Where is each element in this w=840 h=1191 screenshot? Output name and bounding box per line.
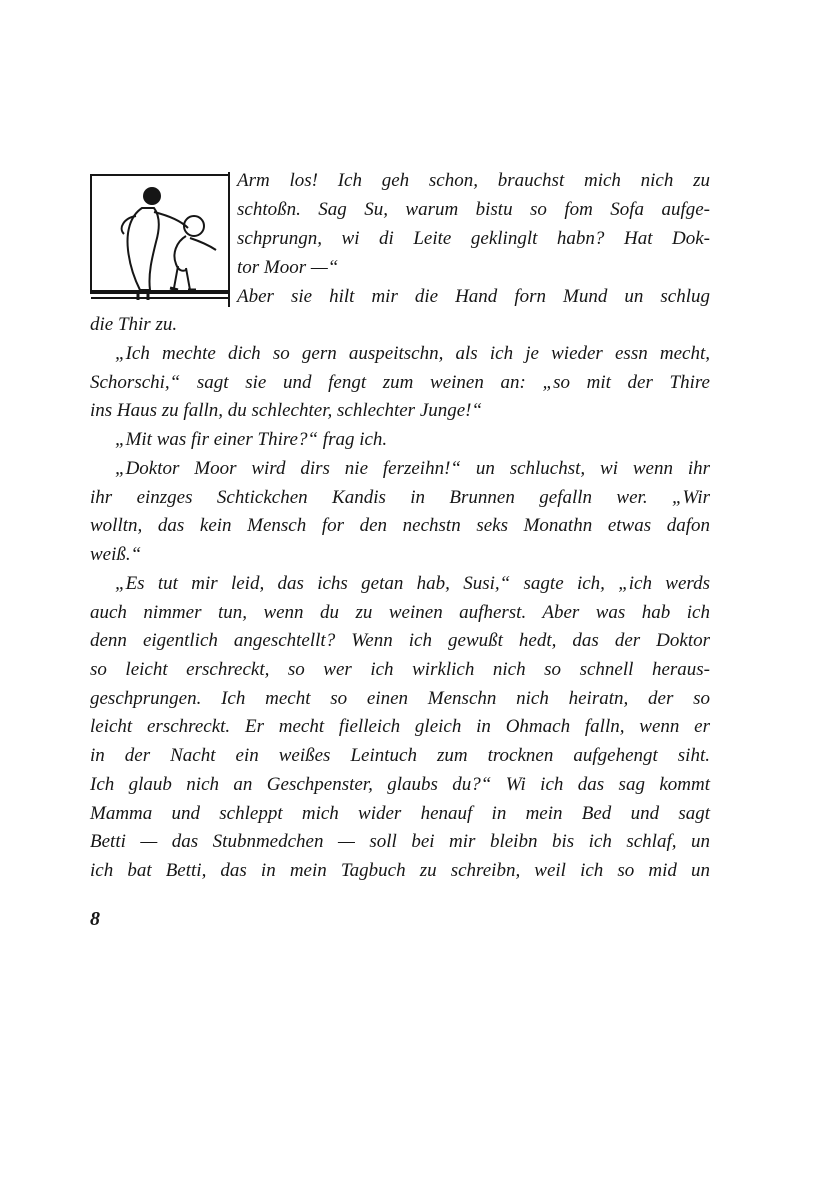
text-line: auch nimmer tun, wenn du zu weinen aufherst. Aber was hab ich [90,602,710,623]
page-number: 8 [90,908,100,930]
text-line: schtoßn. Sag Su, warum bistu so fom Sofa aufge- [237,199,710,220]
text-line: Betti — das Stubnmedchen — soll bei mir bleibn bis ich schlaf, un [90,831,710,852]
text-line: denn eigentlich angeschtellt? Wenn ich gewußt hedt, das der Doktor [90,630,710,651]
text-line: in der Nacht ein weißes Leintuch zum trocknen aufgehengt siht. [90,745,710,766]
text-line: ins Haus zu falln, du schlechter, schlechter Junge!“ [90,400,483,421]
text-line: Mamma und schleppt mich wider henauf in mein Bed und sagt [90,803,710,824]
text-line: Schorschi,“ sagt sie und fengt zum weinen an: „so mit der Thire [90,372,710,393]
text-line: weiß.“ [90,544,142,565]
text-line: die Thir zu. [90,314,178,335]
text-line: geschprungen. Ich mecht so einen Menschn nich heiratn, der so [90,688,710,709]
text-line: Aber sie hilt mir die Hand forn Mund un schlug [237,286,710,307]
text-line: so leicht erschreckt, so wer ich wirklich nich so schnell heraus- [90,659,710,680]
woman-child-dancing-icon [90,172,230,307]
text-line: ihr einzges Schtickchen Kandis in Brunnen gefalln wer. „Wir [90,487,710,508]
text-line: schprungn, wi di Leite geklinglt habn? Hat Dok- [237,228,710,249]
text-line: „Ich mechte dich so gern auspeitschn, als ich je wieder essn mecht, [115,343,710,364]
text-line: „Mit was fir einer Thire?“ frag ich. [115,429,388,450]
text-line: leicht erschreckt. Er mecht fielleich gleich in Ohmach falln, wenn er [90,716,710,737]
text-line: wolltn, das kein Mensch for den nechstn seks Monathn etwas dafon [90,515,710,536]
text-line: „Doktor Moor wird dirs nie ferzeihn!“ un schluchst, wi wenn ihr [115,458,710,479]
text-line: Arm los! Ich geh schon, brauchst mich nich zu [237,170,710,191]
text-line: Ich glaub nich an Geschpenster, glaubs du?“ Wi ich das sag kommt [90,774,710,795]
text-line: tor Moor —“ [237,257,339,278]
text-line: ich bat Betti, das in mein Tagbuch zu schreibn, weil ich so mid un [90,860,710,881]
text-line: „Es tut mir leid, das ichs getan hab, Susi,“ sagte ich, „ich werds [115,573,710,594]
